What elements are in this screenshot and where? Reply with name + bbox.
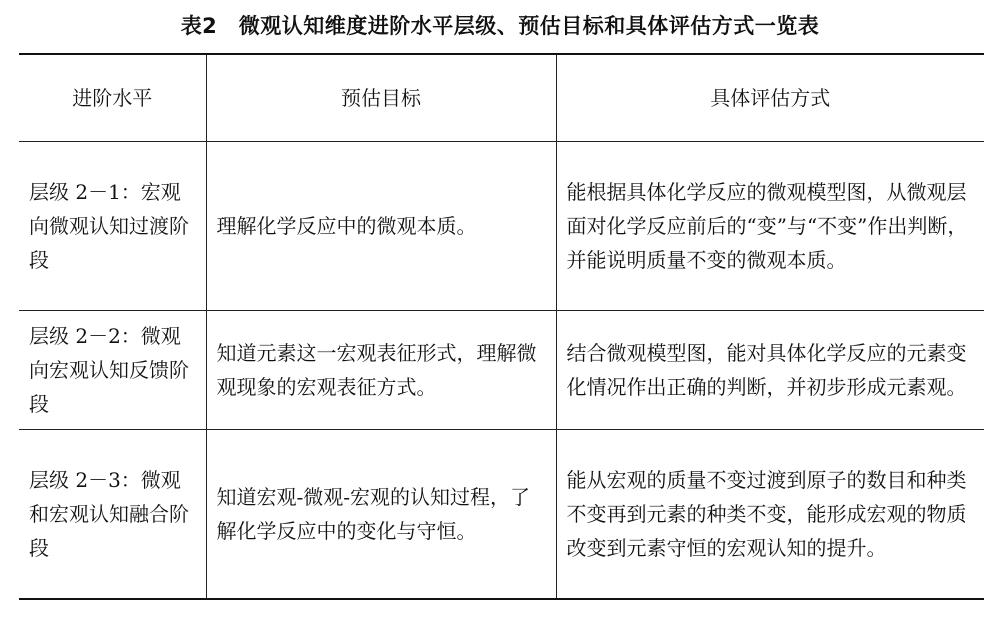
header-level: 进阶水平 — [19, 54, 206, 142]
header-method: 具体评估方式 — [556, 54, 984, 142]
assessment-table — [19, 53, 984, 600]
table-row — [19, 311, 984, 430]
table-caption: 表2 微观认知维度进阶水平层级、预估目标和具体评估方式一览表 — [180, 14, 820, 38]
level-cell: 层级 2－1：宏观向微观认知过渡阶段 — [19, 142, 206, 311]
method-cell: 能从宏观的质量不变过渡到原子的数目和种类不变再到元素的种类不变，能形成宏观的物质改变到元素守恒的宏观认知的提升。 — [556, 430, 984, 600]
level-cell: 层级 2－3：微观和宏观认知融合阶段 — [19, 430, 206, 600]
level-cell: 层级 2－2：微观向宏观认知反馈阶段 — [19, 311, 206, 430]
target-cell: 知道宏观-微观-宏观的认知过程，了解化学反应中的变化与守恒。 — [206, 430, 556, 600]
method-cell: 结合微观模型图，能对具体化学反应的元素变化情况作出正确的判断，并初步形成元素观。 — [556, 311, 984, 430]
table-header-row — [19, 54, 984, 142]
table-row — [19, 142, 984, 311]
target-cell: 知道元素这一宏观表征形式，理解微观现象的宏观表征方式。 — [206, 311, 556, 430]
method-cell: 能根据具体化学反应的微观模型图，从微观层面对化学反应前后的“变”与“不变”作出判断，并能说明质量不变的微观本质。 — [556, 142, 984, 311]
table-row — [19, 430, 984, 600]
target-cell: 理解化学反应中的微观本质。 — [206, 142, 556, 311]
header-target: 预估目标 — [206, 54, 556, 142]
